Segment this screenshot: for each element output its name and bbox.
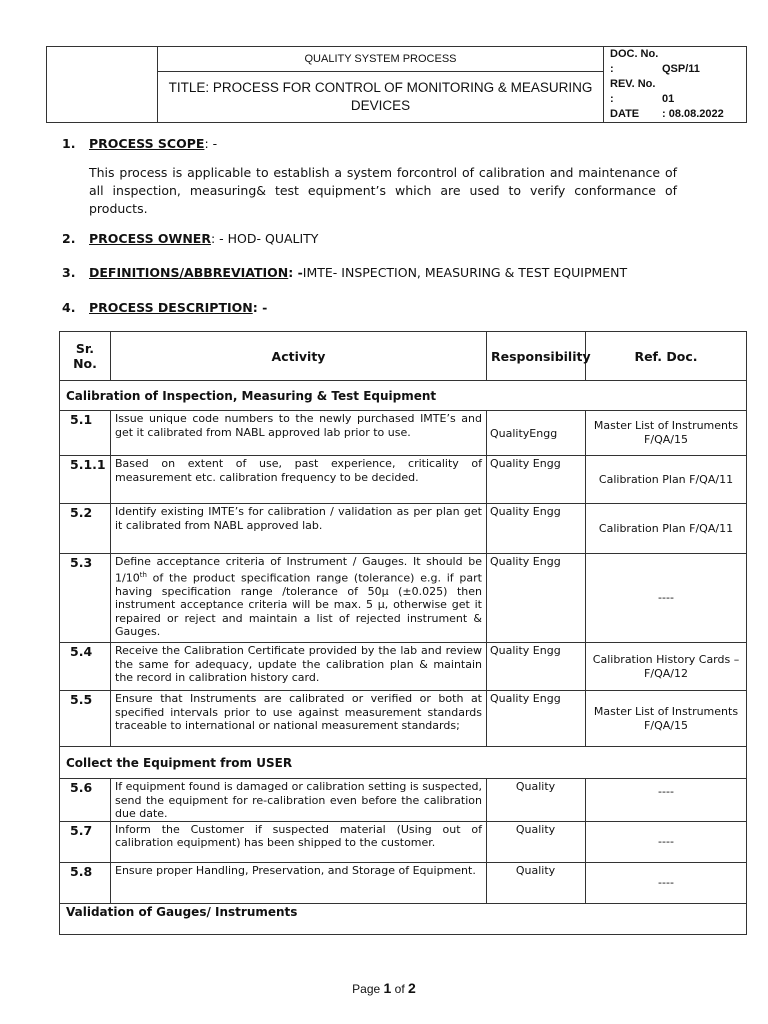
section-suffix: : -	[204, 136, 218, 151]
header-ref-doc: Ref. Doc.	[586, 332, 747, 381]
section-number: 3.	[62, 265, 76, 280]
activity-text: of the product specification range (tolerance) e.g. if part having specification range /tolerance of 50µ (±0.025) then instrument acceptance criteria will be max. 5 µ, otherwise get it repaired or reject and maintain a list of rejected instrument & Gauges.	[115, 571, 482, 639]
row-responsibility: Quality Engg	[487, 504, 586, 554]
row-activity: Based on extent of use, past experience, criticality of measurement etc. calibration frequency to be decided.	[111, 456, 487, 504]
row-responsibility: Quality	[487, 862, 586, 903]
logo-cell	[47, 47, 158, 123]
section-heading: PROCESS SCOPE	[89, 136, 205, 151]
rev-no-label: REV. No. :	[610, 78, 656, 105]
row-responsibility: Quality Engg	[487, 691, 586, 747]
section-definitions	[62, 265, 627, 280]
section-number: 1.	[62, 136, 76, 151]
activity-text: Define acceptance criteria of Instrument / Gauges. It should be 1/10	[115, 555, 482, 585]
header-sr: Sr. No.	[60, 332, 111, 381]
section-scope	[62, 136, 217, 151]
group-row	[60, 747, 747, 779]
header-activity: Activity	[111, 332, 487, 381]
table-header-row	[60, 332, 747, 381]
row-ref-doc: ----	[586, 862, 747, 903]
page-word: Page	[352, 982, 381, 996]
section-heading: DEFINITIONS/ABBREVIATION	[89, 265, 289, 280]
group-row	[60, 903, 747, 934]
row-ref-doc: Calibration Plan F/QA/11	[586, 504, 747, 554]
group-heading: Collect the Equipment from USER	[60, 747, 747, 779]
table-row	[60, 779, 747, 822]
date-label: DATE	[610, 108, 640, 120]
row-responsibility: Quality Engg	[487, 456, 586, 504]
table-row	[60, 411, 747, 456]
row-responsibility: Quality Engg	[487, 554, 586, 643]
row-responsibility: Quality	[487, 821, 586, 862]
doc-no-value: QSP/11	[662, 63, 700, 75]
row-activity: Identify existing IMTE’s for calibration / validation as per plan get it calibrated from NABL approved lab.	[111, 504, 487, 554]
system-title: QUALITY SYSTEM PROCESS	[158, 47, 604, 72]
section-number: 2.	[62, 231, 76, 246]
row-ref-doc: ----	[586, 779, 747, 822]
row-sr: 5.6	[60, 779, 111, 822]
group-row	[60, 381, 747, 411]
section-suffix: : -	[252, 300, 268, 315]
row-activity: Issue unique code numbers to the newly purchased IMTE’s and get it calibrated from NABL approved lab prior to use.	[111, 411, 487, 456]
document-title: TITLE: PROCESS FOR CONTROL OF MONITORING & MEASURING DEVICES	[158, 72, 604, 123]
activity-superscript: th	[139, 570, 147, 579]
row-sr: 5.5	[60, 691, 111, 747]
page-number: 1	[383, 980, 392, 996]
row-sr: 5.7	[60, 821, 111, 862]
doc-meta	[604, 47, 747, 123]
table-row	[60, 691, 747, 747]
section-heading: PROCESS DESCRIPTION	[89, 300, 253, 315]
row-responsibility: Quality Engg	[487, 643, 586, 691]
scope-paragraph: This process is applicable to establish a system forcontrol of calibration and maintenance of all inspection, measuring& test equipment’s which are used to verify conformance of products.	[89, 165, 677, 216]
row-activity: Ensure proper Handling, Preservation, and Storage of Equipment.	[111, 862, 487, 903]
row-activity: If equipment found is damaged or calibration setting is suspected, send the equipment for re-calibration even before the calibration due date.	[111, 779, 487, 822]
group-heading: Validation of Gauges/ Instruments	[60, 903, 747, 934]
row-ref-doc: Calibration Plan F/QA/11	[586, 456, 747, 504]
row-activity	[111, 554, 487, 643]
section-number: 4.	[62, 300, 76, 315]
row-sr: 5.3	[60, 554, 111, 643]
section-suffix: IMTE- INSPECTION, MEASURING & TEST EQUIPMENT	[302, 265, 628, 280]
table-row	[60, 456, 747, 504]
page-total: 2	[408, 980, 416, 996]
table-row	[60, 862, 747, 903]
document-header	[46, 46, 747, 123]
table-row	[60, 554, 747, 643]
row-sr: 5.8	[60, 862, 111, 903]
row-sr: 5.4	[60, 643, 111, 691]
section-owner	[62, 231, 318, 246]
row-sr: 5.2	[60, 504, 111, 554]
row-activity: Ensure that Instruments are calibrated or verified or both at specified intervals prior to use against measurement standards traceable to international or national measurement standards;	[111, 691, 487, 747]
row-ref-doc: Calibration History Cards – F/QA/12	[586, 643, 747, 691]
row-activity: Receive the Calibration Certificate provided by the lab and review the same for adequacy, update the calibration plan & maintain the record in calibration history card.	[111, 643, 487, 691]
table-row	[60, 643, 747, 691]
row-ref-doc: ----	[586, 821, 747, 862]
page-footer	[0, 980, 768, 996]
section-suffix: : - HOD- QUALITY	[210, 231, 319, 246]
section-heading: PROCESS OWNER	[89, 231, 211, 246]
row-sr: 5.1	[60, 411, 111, 456]
rev-no-value: 01	[662, 93, 675, 105]
date-value: : 08.08.2022	[662, 108, 724, 120]
row-sr: 5.1.1	[60, 456, 111, 504]
row-ref-doc: ----	[586, 554, 747, 643]
table-row	[60, 504, 747, 554]
section-colon: : -	[288, 265, 303, 280]
row-activity: Inform the Customer if suspected material (Using out of calibration equipment) has been shipped to the customer.	[111, 821, 487, 862]
row-ref-doc: Master List of Instruments F/QA/15	[586, 691, 747, 747]
section-description	[62, 300, 267, 315]
row-responsibility: QualityEngg	[487, 411, 586, 456]
table-row	[60, 821, 747, 862]
row-ref-doc: Master List of Instruments F/QA/15	[586, 411, 747, 456]
row-responsibility: Quality	[487, 779, 586, 822]
of-word: of	[394, 982, 405, 996]
group-heading: Calibration of Inspection, Measuring & Test Equipment	[60, 381, 747, 411]
header-responsibility: Responsibility	[487, 332, 586, 381]
doc-no-label: DOC. No. :	[610, 48, 659, 75]
process-table	[59, 331, 747, 935]
